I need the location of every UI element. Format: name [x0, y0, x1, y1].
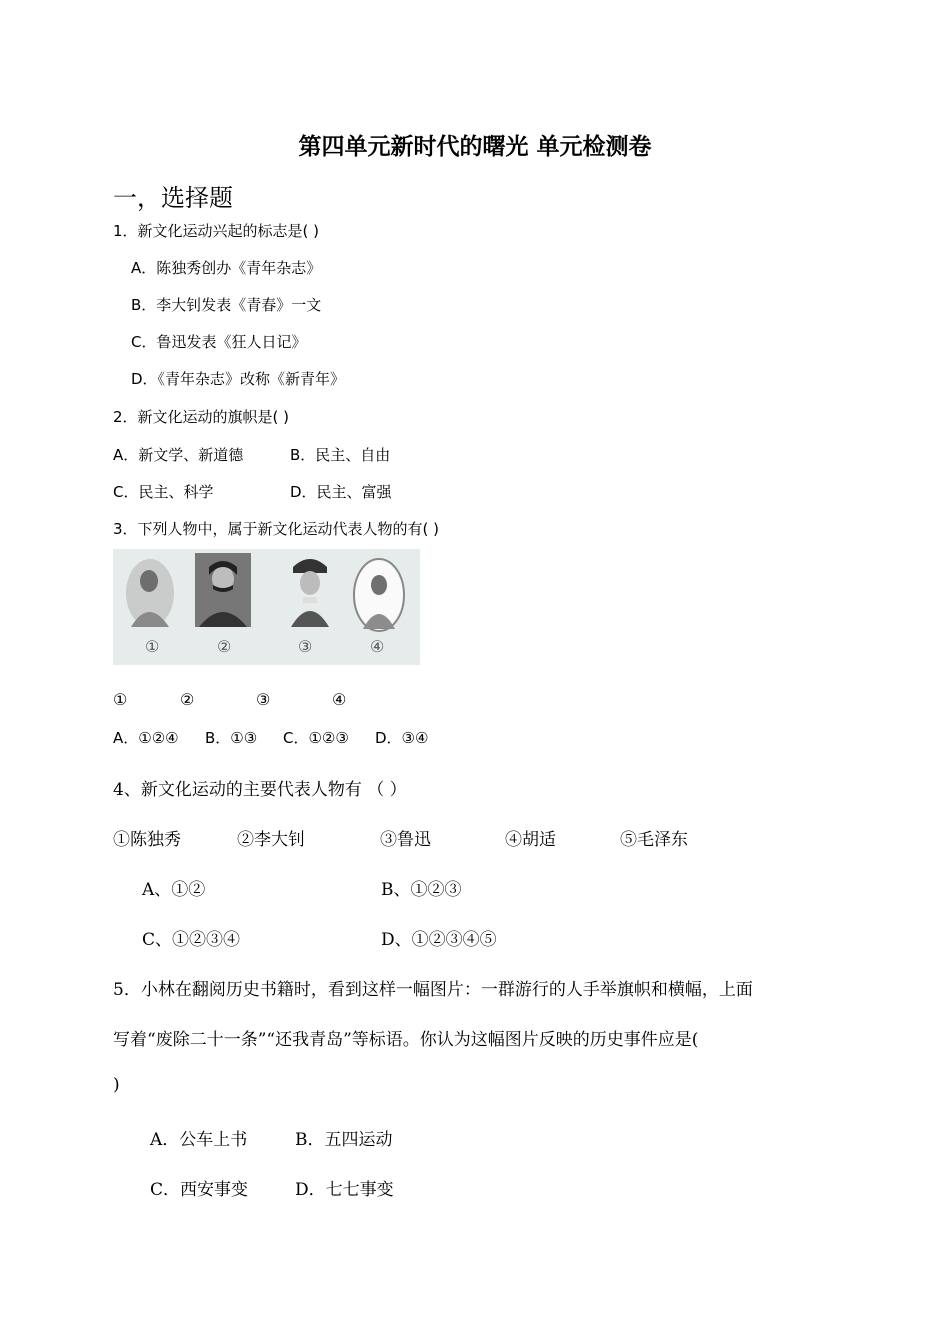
- question-2-option-d: D．民主、富强: [290, 483, 392, 501]
- question-4-stem: 4、新文化运动的主要代表人物有 （ ）: [113, 780, 407, 800]
- portrait-label-4: ④: [370, 637, 385, 656]
- question-3-stem: 3．下列人物中，属于新文化运动代表人物的有( ): [113, 520, 440, 538]
- question-3-mark-4: ④: [332, 690, 347, 709]
- question-4-option-b: B、①②③: [381, 880, 462, 900]
- question-3-mark-3: ③: [256, 690, 271, 709]
- portrait-3-image: [285, 551, 335, 627]
- question-2-option-c: C．民主、科学: [113, 483, 214, 501]
- question-5-option-d: D．七七事变: [295, 1180, 394, 1200]
- question-2-option-a: A．新文学、新道德: [113, 446, 244, 464]
- question-5-option-c: C．西安事变: [150, 1180, 249, 1200]
- question-4-person-1: ①陈独秀: [113, 830, 181, 850]
- question-4-option-c: C、①②③④: [142, 930, 241, 950]
- question-4-person-4: ④胡适: [505, 830, 556, 850]
- question-3-mark-1: ①: [113, 690, 128, 709]
- question-4-option-a: A、①②: [142, 880, 206, 900]
- portrait-label-2: ②: [217, 637, 232, 656]
- question-5-stem-line-3: ): [113, 1075, 120, 1095]
- question-1-option-b: B．李大钊发表《青春》一文: [131, 296, 322, 314]
- section-heading: 一，选择题: [113, 184, 233, 212]
- page-title: 第四单元新时代的曙光 单元检测卷: [298, 134, 652, 160]
- question-2-option-b: B．民主、自由: [290, 446, 391, 464]
- portrait-label-1: ①: [145, 637, 160, 656]
- question-4-person-5: ⑤毛泽东: [620, 830, 688, 850]
- portrait-label-3: ③: [298, 637, 313, 656]
- portrait-2-image: [195, 553, 251, 627]
- question-3-option-a: A．①②④: [113, 729, 179, 747]
- question-1-option-a: A．陈独秀创办《青年杂志》: [131, 259, 322, 277]
- question-1-option-d: D．《青年杂志》改称《新青年》: [131, 370, 346, 388]
- portrait-4-image: [353, 557, 405, 633]
- portrait-photo-strip: [113, 549, 420, 665]
- question-5-stem-line-2: 写着“废除二十一条”“还我青岛”等标语。你认为这幅图片反映的历史事件应是(: [113, 1030, 699, 1050]
- question-5-option-b: B．五四运动: [295, 1130, 393, 1150]
- question-4-option-d: D、①②③④⑤: [381, 930, 497, 950]
- question-5-stem-line-1: 5．小林在翻阅历史书籍时，看到这样一幅图片：一群游行的人手举旗帜和横幅，上面: [113, 980, 753, 1000]
- question-1-stem: 1．新文化运动兴起的标志是( ): [113, 222, 320, 240]
- question-4-person-3: ③鲁迅: [380, 830, 431, 850]
- question-3-option-c: C．①②③: [283, 729, 349, 747]
- portrait-1-image: [125, 557, 175, 629]
- question-4-person-2: ②李大钊: [237, 830, 305, 850]
- question-2-stem: 2．新文化运动的旗帜是( ): [113, 408, 290, 426]
- question-3-option-d: D．③④: [375, 729, 429, 747]
- question-5-option-a: A．公车上书: [150, 1130, 248, 1150]
- question-3-option-b: B．①③: [205, 729, 258, 747]
- question-3-mark-2: ②: [180, 690, 195, 709]
- question-1-option-c: C．鲁迅发表《狂人日记》: [131, 333, 307, 351]
